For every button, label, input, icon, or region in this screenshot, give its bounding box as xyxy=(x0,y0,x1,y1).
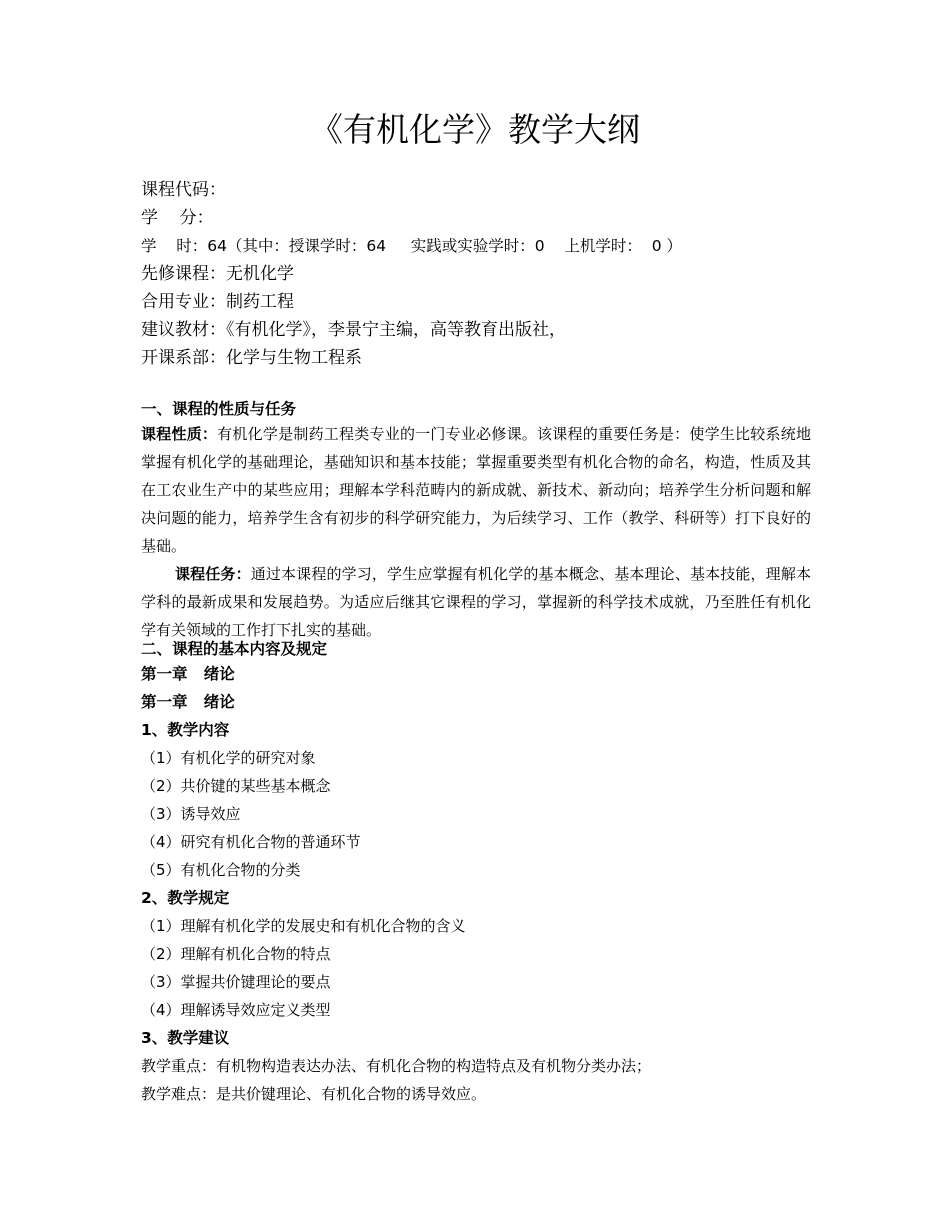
course-code-line: 课程代码： xyxy=(141,180,226,200)
teaching-requirement-heading: 2、教学规定 xyxy=(141,889,230,907)
major-line: 合用专业：制药工程 xyxy=(141,292,294,312)
chapter-heading: 第一章 绪论 xyxy=(141,665,235,683)
key-points-line: 教学重点：有机物构造表达办法、有机化合物的构造特点及有机物分类办法； xyxy=(141,1057,652,1075)
course-task-paragraph xyxy=(141,560,811,644)
course-nature-paragraph xyxy=(141,420,811,560)
content-item: （2）共价键的某些基本概念 xyxy=(141,777,331,795)
requirement-item: （4）理解诱导效应定义类型 xyxy=(141,1001,331,1019)
section-content-heading: 二、课程的基本内容及规定 xyxy=(141,640,328,658)
difficulties-line: 教学难点：是共价键理论、有机化合物的诱导效应。 xyxy=(141,1085,487,1103)
teaching-content-heading: 1、教学内容 xyxy=(141,721,230,739)
section-nature-heading: 一、课程的性质与任务 xyxy=(141,400,297,418)
content-item: （4）研究有机化合物的普通环节 xyxy=(141,833,361,851)
course-nature-label: 课程性质： xyxy=(141,425,218,443)
requirement-item: （3）掌握共价键理论的要点 xyxy=(141,973,331,991)
course-task-text: 通过本课程的学习，学生应掌握有机化学的基本概念、基本理论、基本技能，理解本学科的最新成果和发展趋势。为适应后继其它课程的学习，掌握新的科学技术成就，乃至胜任有机化学有关领域的工作打下扎实的基础。 xyxy=(141,565,811,639)
department-line: 开课系部：化学与生物工程系 xyxy=(141,348,362,368)
course-nature-text: 有机化学是制药工程类专业的一门专业必修课。该课程的重要任务是：使学生比较系统地掌握有机化学的基础理论，基础知识和基本技能；掌握重要类型有机化合物的命名，构造，性质及其在工农业生产中的某些应用；理解本学科范畴内的新成就、新技术、新动向；培养学生分析问题和解决问题的能力，培养学生含有初步的科学研究能力，为后续学习、工作（教学、科研等）打下良好的基础。 xyxy=(141,425,811,555)
chapter-heading-repeat: 第一章 绪论 xyxy=(141,693,235,711)
document-title: 《有机化学》教学大纲 xyxy=(310,110,640,149)
credits-line: 学 分： xyxy=(141,208,214,228)
textbook-line: 建议教材：《有机化学》，李景宁主编，高等教育出版社， xyxy=(141,320,566,340)
content-item: （1）有机化学的研究对象 xyxy=(141,749,316,767)
hours-line: 学 时：64（其中：授课学时：64 实践或实验学时：0 上机学时： 0 ） xyxy=(141,237,683,255)
content-item: （5）有机化合物的分类 xyxy=(141,861,301,879)
course-task-label: 课程任务： xyxy=(175,565,251,583)
teaching-suggestion-heading: 3、教学建议 xyxy=(141,1029,230,1047)
content-item: （3）诱导效应 xyxy=(141,805,241,823)
requirement-item: （1）理解有机化学的发展史和有机化合物的含义 xyxy=(141,917,466,935)
prerequisite-line: 先修课程：无机化学 xyxy=(141,264,294,284)
requirement-item: （2）理解有机化合物的特点 xyxy=(141,945,331,963)
